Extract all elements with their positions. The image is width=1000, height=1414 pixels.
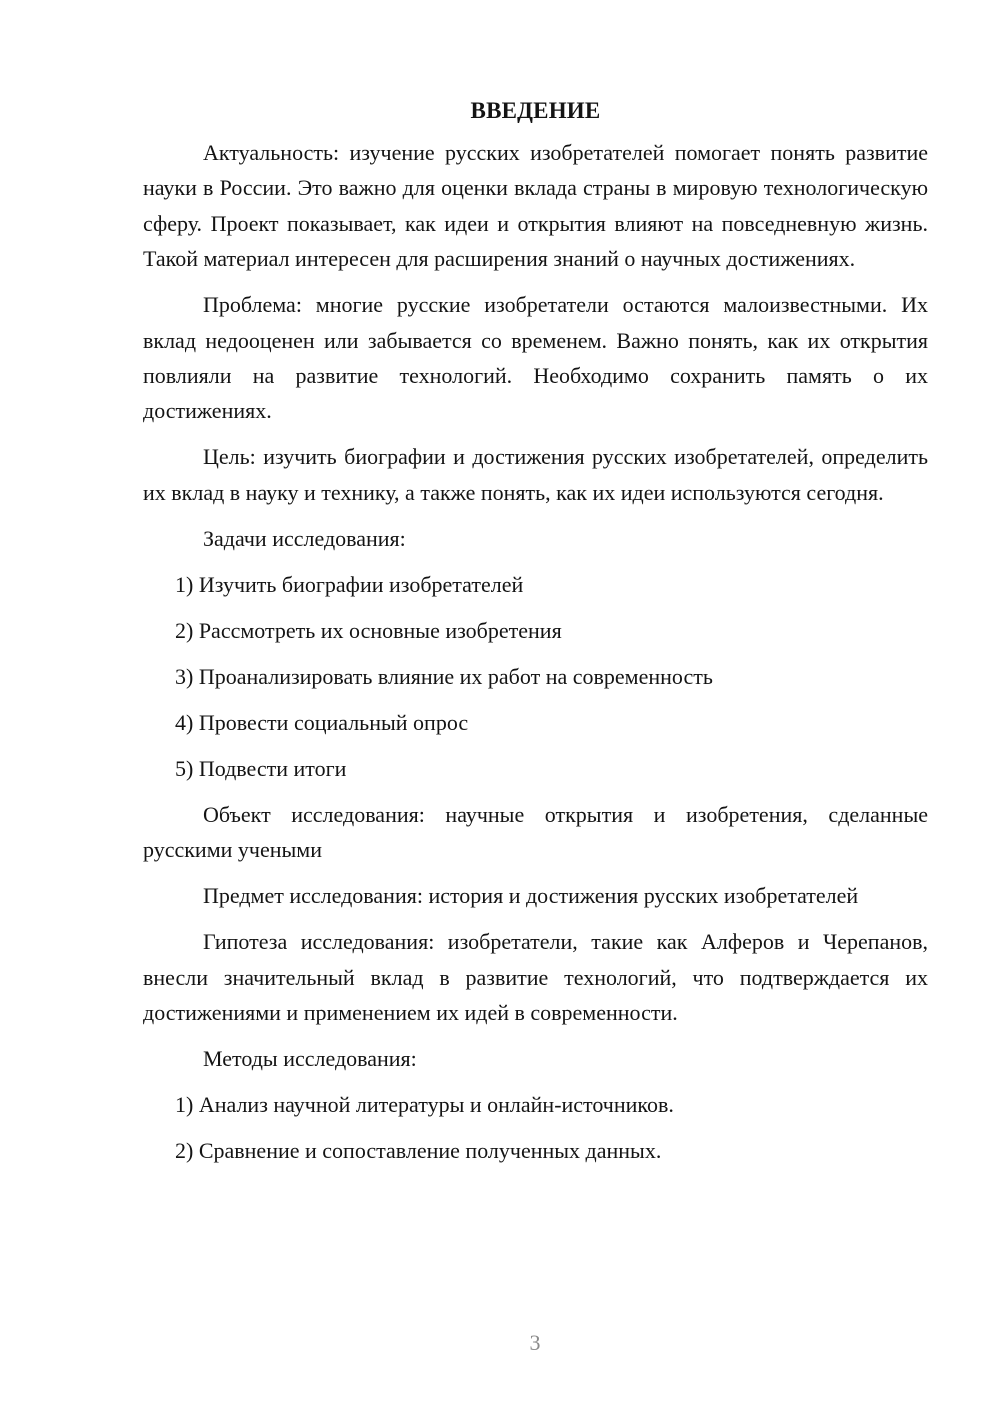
task-item: 2) Рассмотреть их основные изобретения	[175, 617, 562, 643]
subject-paragraph: Предмет исследования: история и достижения русских изобретателей	[203, 883, 859, 909]
task-item: 1) Изучить биографии изобретателей	[175, 571, 524, 597]
method-item: 2) Сравнение и сопоставление полученных данных.	[175, 1138, 662, 1164]
relevance-paragraph: Актуальность: изучение русских изобретателей помогает понять развитие науки в России. Это важно для оценки вклада страны в мировую технологическую сферу. Проект показывает, как идеи и открытия влияют на повседневную жизнь. Такой материал интересен для расширения знаний о научных достижениях.	[143, 140, 928, 272]
document-page	[143, 94, 928, 1179]
task-item: 4) Провести социальный опрос	[175, 709, 469, 735]
hypothesis-paragraph: Гипотеза исследования: изобретатели, такие как Алферов и Черепанов, внесли значительный вклад в развитие технологий, что подтверждается их достижениями и применением их идей в современности.	[143, 929, 928, 1026]
task-item: 3) Проанализировать влияние их работ на современность	[175, 663, 713, 689]
problem-paragraph: Проблема: многие русские изобретатели остаются малоизвестными. Их вклад недооценен или забывается со временем. Важно понять, как их открытия повлияли на развитие технологий. Необходимо сохранить память о их достижениях.	[143, 292, 928, 424]
tasks-heading: Задачи исследования:	[203, 525, 406, 551]
task-item: 5) Подвести итоги	[175, 755, 347, 781]
object-paragraph: Объект исследования: научные открытия и изобретения, сделанные русскими учеными	[143, 801, 928, 863]
methods-heading: Методы исследования:	[203, 1046, 417, 1072]
page-number: 3	[529, 1330, 541, 1355]
method-item: 1) Анализ научной литературы и онлайн-источников.	[175, 1092, 674, 1118]
goal-paragraph: Цель: изучить биографии и достижения русских изобретателей, определить их вклад в науку и технику, а также понять, как их идеи используются сегодня.	[143, 444, 928, 505]
page-title: ВВЕДЕНИЕ	[470, 98, 601, 123]
